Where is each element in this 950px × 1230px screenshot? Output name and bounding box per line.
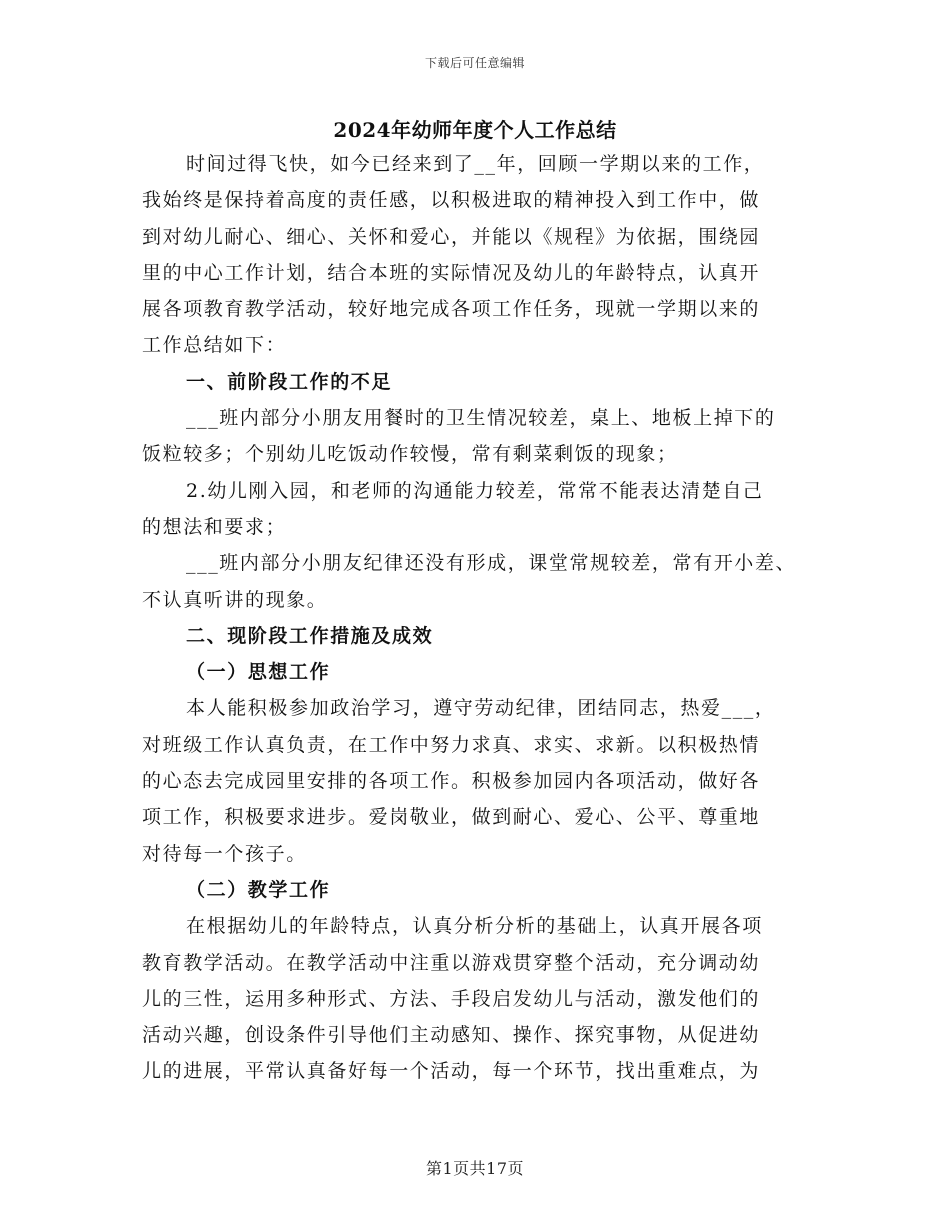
document-title: 2024年幼师年度个人工作总结 xyxy=(333,118,617,142)
paragraph-line: 对班级工作认真负责，在工作中努力求真、求实、求新。以积极热情 xyxy=(142,733,761,756)
paragraph-line: 儿的进展，平常认真备好每一个活动，每一个环节，找出重难点，为 xyxy=(142,1060,761,1083)
header-note: 下载后可任意编辑 xyxy=(424,56,525,70)
paragraph-line: 活动兴趣，创设条件引导他们主动感知、操作、探究事物，从促进幼 xyxy=(142,1024,761,1047)
paragraph-line: 本人能积极参加政治学习，遵守劳动纪律，团结同志，热爱___， xyxy=(186,697,776,720)
paragraph-line: 对待每一个孩子。 xyxy=(142,842,307,865)
document-body xyxy=(142,146,832,1090)
paragraph-line: 的想法和要求； xyxy=(142,515,287,538)
paragraph-line: 时间过得飞快，如今已经来到了__年，回顾一学期以来的工作， xyxy=(186,153,765,175)
subsection-heading: （一）思想工作 xyxy=(186,661,331,684)
subsection-heading: （二）教学工作 xyxy=(186,878,331,901)
paragraph-line: 工作总结如下： xyxy=(142,334,287,357)
section-heading: 二、现阶段工作措施及成效 xyxy=(186,624,434,647)
paragraph-line: 儿的三性，运用多种形式、方法、手段启发幼儿与活动，激发他们的 xyxy=(142,987,761,1010)
paragraph-line: 2.幼儿刚入园，和老师的沟通能力较差，常常不能表达清楚自己 xyxy=(186,479,764,502)
paragraph-line: ___班内部分小朋友纪律还没有形成，课堂常规较差，常有开小差、 xyxy=(186,552,797,575)
page-number: 第1页共17页 xyxy=(425,1159,525,1178)
paragraph-line: 里的中心工作计划，结合本班的实际情况及幼儿的年龄特点，认真开 xyxy=(142,261,761,284)
section-heading: 一、前阶段工作的不足 xyxy=(186,370,393,393)
paragraph-line: 项工作，积极要求进步。爱岗敬业，做到耐心、爱心、公平、尊重地 xyxy=(142,806,761,829)
paragraph-line: 到对幼儿耐心、细心、关怀和爱心，并能以《规程》为依据，围绕园 xyxy=(142,225,761,248)
paragraph-line: 展各项教育教学活动，较好地完成各项工作任务，现就一学期以来的 xyxy=(142,298,761,321)
paragraph-line: 的心态去完成园里安排的各项工作。积极参加园内各项活动，做好各 xyxy=(142,770,761,793)
paragraph-line: 教育教学活动。在教学活动中注重以游戏贯穿整个活动，充分调动幼 xyxy=(142,951,761,974)
paragraph-line: 在根据幼儿的年龄特点，认真分析分析的基础上，认真开展各项 xyxy=(186,915,763,938)
paragraph-line: ___班内部分小朋友用餐时的卫生情况较差，桌上、地板上掉下的 xyxy=(186,407,776,430)
paragraph-line: 我始终是保持着高度的责任感，以积极进取的精神投入到工作中，做 xyxy=(142,189,761,212)
paragraph-line: 不认真听讲的现象。 xyxy=(142,588,328,611)
paragraph-line: 饭粒较多；个别幼儿吃饭动作较慢，常有剩菜剩饭的现象； xyxy=(142,443,678,466)
